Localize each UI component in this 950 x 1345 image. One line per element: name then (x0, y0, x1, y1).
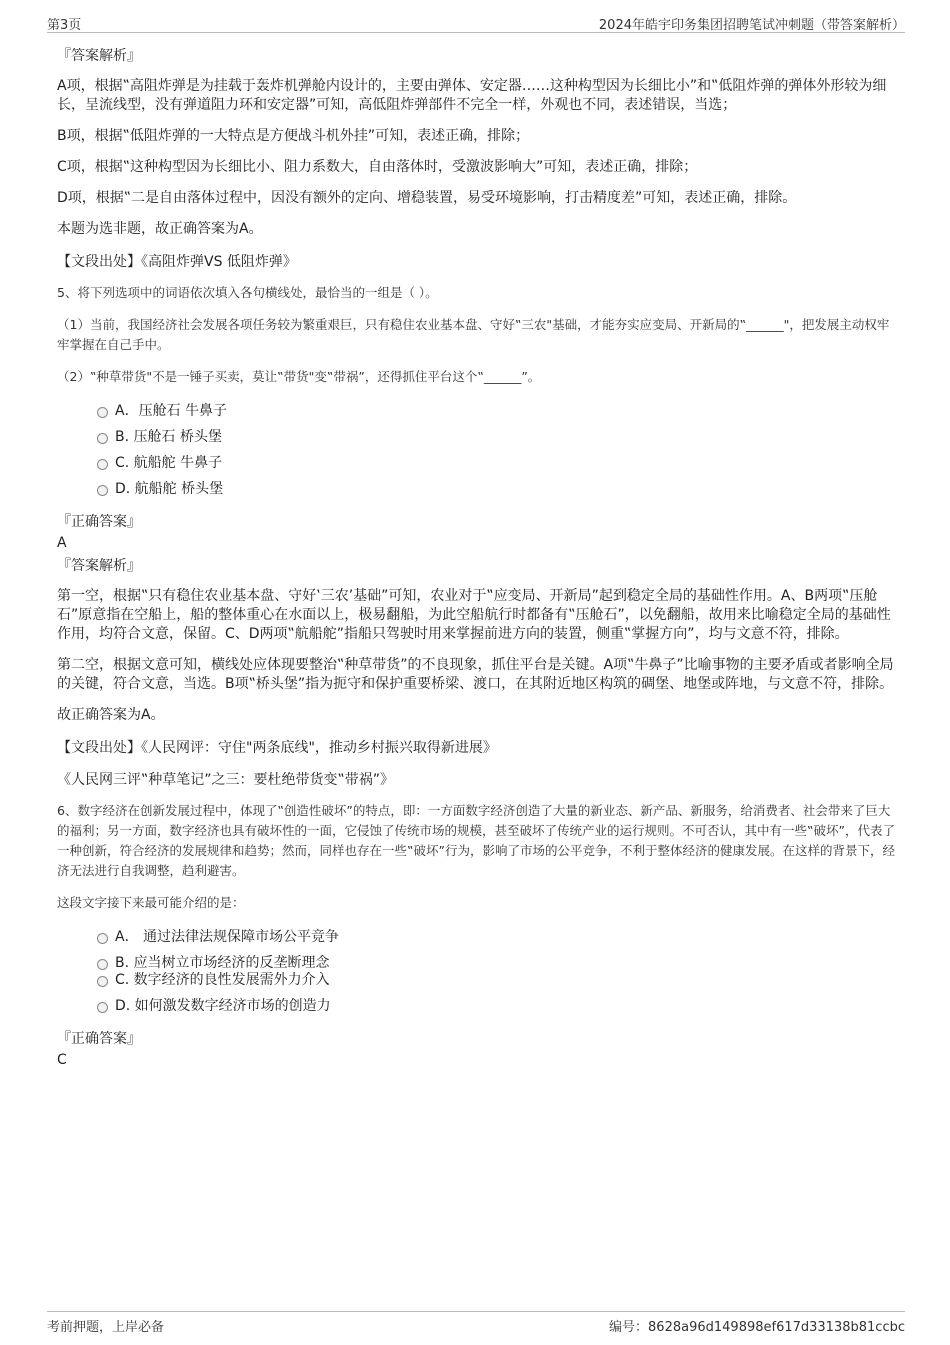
page-number: 第3页 (47, 18, 82, 33)
option-a[interactable] (97, 925, 900, 951)
analysis-option-a: A项，根据‟高阻炸弹是为挂载于轰炸机弹舱内设计的，主要由弹体、安定器……这种构型因为长细比小”和‟低阻炸弹的弹体外形较为细长，呈流线型，没有弹道阻力环和安定器”可知，高低阻炸弹部件不完全一样，外观也不同，表述错误，当选； (57, 78, 887, 113)
option-c[interactable] (97, 451, 900, 477)
option-label: B. 应当树立市场经济的反垄断理念 (115, 955, 330, 971)
correct-answer-label: 『正确答案』 (57, 1031, 141, 1047)
option-label: D. 航船舵 桥头堡 (115, 481, 224, 497)
option-d[interactable] (97, 994, 900, 1020)
question-5-sentence-1: （1）当前，我国经济社会发展各项任务较为繁重艰巨，只有稳住农业基本盘、守好‟三农"基础，才能夯实应变局、开新局的‟______"，把发展主动权牢牢掌握在自己手中。 (57, 317, 890, 352)
radio-button[interactable] (97, 459, 108, 470)
radio-button[interactable] (97, 933, 108, 944)
analysis-option-d: D项，根据‟二是自由落体过程中，因没有额外的定向、增稳装置，易受环境影响，打击精度差”可知，表述正确，排除。 (57, 190, 797, 206)
option-b[interactable] (97, 951, 900, 971)
option-a[interactable] (97, 399, 900, 425)
option-label: C. 航船舵 牛鼻子 (115, 455, 223, 471)
option-b[interactable] (97, 425, 900, 451)
option-label: B. 压舱石 桥头堡 (115, 429, 222, 445)
passage-source: 【文段出处】《人民网评：守住"两条底线"，推动乡村振兴取得新进展》 (57, 740, 497, 756)
analysis-blank-1: 第一空，根据‟只有稳住农业基本盘、守好‛三农’基础”可知，农业对于‟应变局、开新局”起到稳定全局的基础性作用。A、B两项‟压舱石”原意指在空船上，船的整体重心在水面以上，极易翻船，为此空船航行时都备有‟压舱石”，以免翻船，故用来比喻稳定全局的基础性作用，均符合文意，保留。C、D两项‟航船舵”指船只驾驶时用来掌握前进方向的装置，侧重‟掌握方向”，均与文意不符，排除。 (57, 588, 891, 642)
question-5-sentence-2: （2）‟种草带货"不是一锤子买卖，莫让‟带货"变‟带祸”，还得抓住平台这个‟______”。 (57, 369, 541, 384)
correct-answer: C (57, 1052, 67, 1068)
page-footer (47, 1311, 905, 1336)
analysis-option-c: C项，根据‟这种构型因为长细比小、阻力系数大，自由落体时，受激波影响大”可知，表述正确，排除； (57, 159, 698, 175)
option-label: D. 如何激发数字经济市场的创造力 (115, 998, 331, 1014)
footer-slogan: 考前押题，上岸必备 (47, 1320, 165, 1335)
analysis-label: 『答案解析』 (57, 558, 141, 574)
passage-source: 【文段出处】《高阻炸弹VS 低阻炸弹》 (57, 254, 297, 270)
correct-answer: A (57, 535, 67, 551)
passage-source-2: 《人民网三评‟种草笔记”之三：要杜绝带货变‟带祸”》 (57, 772, 395, 788)
option-d[interactable] (97, 477, 900, 503)
radio-button[interactable] (97, 485, 108, 496)
analysis-blank-2: 第二空，根据文意可知，横线处应体现要整治‟种草带货”的不良现象，抓住平台是关键。A项‟牛鼻子”比喻事物的主要矛盾或者影响全局的关键，符合文意，当选。B项‟桥头堡”指为扼守和保护重要桥梁、渡口，在其附近地区构筑的碉堡、地堡或阵地，与文意不符，排除。 (57, 657, 894, 692)
radio-button[interactable] (97, 407, 108, 418)
correct-answer-label: 『正确答案』 (57, 514, 141, 530)
analysis-conclusion: 本题为选非题，故正确答案为A。 (57, 221, 263, 237)
question-5-options (57, 399, 900, 503)
option-label: A．压舱石 牛鼻子 (115, 403, 228, 419)
page-header (47, 10, 905, 33)
document-id: 编号：8628a96d149898ef617d33138b81ccbc (609, 1320, 905, 1335)
question-5-stem: 5、将下列选项中的词语依次填入各句横线处，最恰当的一组是（ ）。 (57, 285, 438, 300)
page-content (57, 45, 900, 1072)
question-6-options (57, 925, 900, 1020)
radio-button[interactable] (97, 976, 108, 987)
question-6-prompt: 这段文字接下来最可能介绍的是： (57, 895, 245, 910)
option-label: A． 通过法律法规保障市场公平竞争 (115, 929, 340, 945)
option-label: C. 数字经济的良性发展需外力介入 (115, 972, 330, 988)
question-6-stem: 6、数字经济在创新发展过程中，体现了‟创造性破坏”的特点，即：一方面数字经济创造了大量的新业态、新产品、新服务，给消费者、社会带来了巨大的福利；另一方面，数字经济也具有破坏性的一面，它侵蚀了传统市场的规模，甚至破坏了传统产业的运行规则。不可否认，其中有一些‟破坏”，代表了一种创新，符合经济的发展规律和趋势；然而，同样也存在一些‟破坏”行为，影响了市场的公平竞争，不利于整体经济的健康发展。在这样的背景下，经济无法进行自我调整，趋利避害。 (57, 803, 895, 878)
document-title: 2024年皓宇印务集团招聘笔试冲刺题（带答案解析） (598, 18, 905, 33)
radio-button[interactable] (97, 1002, 108, 1013)
analysis-option-b: B项，根据‟低阻炸弹的一大特点是方便战斗机外挂”可知，表述正确，排除； (57, 128, 530, 144)
option-c[interactable] (97, 968, 900, 994)
analysis-label: 『答案解析』 (57, 48, 141, 64)
analysis-conclusion: 故正确答案为A。 (57, 707, 165, 723)
radio-button[interactable] (97, 433, 108, 444)
